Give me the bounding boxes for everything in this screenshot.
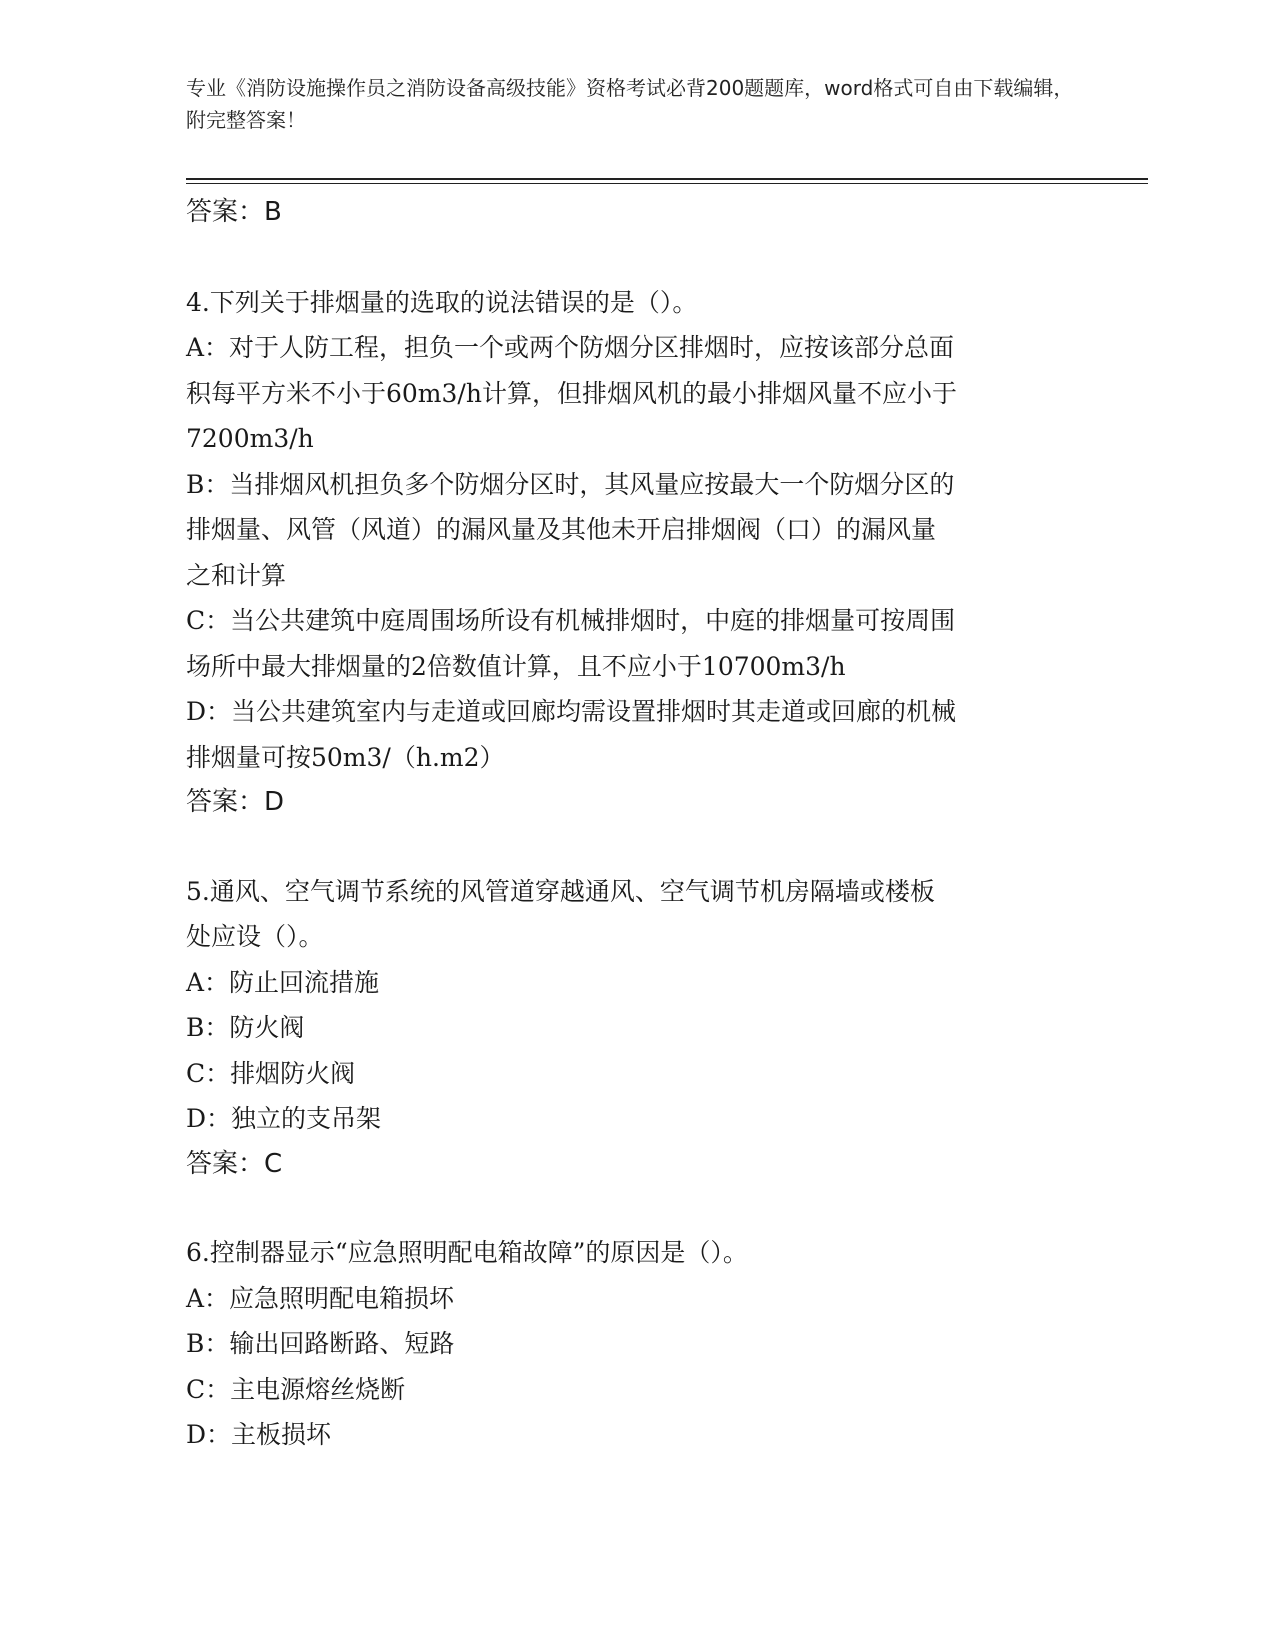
- option-c: C：当公共建筑中庭周围场所设有机械排烟时，中庭的排烟量可按周围: [186, 606, 956, 635]
- header-rule-thin: [186, 183, 1148, 184]
- option-d: D：独立的支吊架: [186, 1104, 382, 1133]
- document-header: 专业《消防设施操作员之消防设备高级技能》资格考试必背200题题库，word格式可自由下载编辑，附完整答案！: [186, 76, 1074, 132]
- option-c: C：排烟防火阀: [186, 1058, 356, 1088]
- previous-answer: 答案：B: [186, 197, 282, 227]
- question-stem: 5.通风、空气调节系统的风管道穿越通风、空气调节机房隔墙或楼板: [186, 876, 935, 906]
- spacer: [186, 1187, 1086, 1230]
- question-stem: 6.控制器显示“应急照明配电箱故障”的原因是（）。: [186, 1238, 748, 1267]
- option-d: D：当公共建筑室内与走道或回廊均需设置排烟时其走道或回廊的机械: [186, 697, 957, 726]
- option-a: A：应急照明配电箱损坏: [186, 1283, 455, 1313]
- question-stem-cont: 处应设（）。: [186, 922, 324, 951]
- answer: 答案：D: [186, 787, 285, 817]
- header-rule-thick: [186, 178, 1148, 180]
- question-block: [186, 1230, 1086, 1458]
- option-a: A：对于人防工程，担负一个或两个防烟分区排烟时，应按该部分总面: [186, 333, 955, 362]
- option-a-cont: 7200m3/h: [186, 424, 314, 453]
- option-c-cont: 场所中最大排烟量的2倍数值计算，且不应小于10700m3/h: [186, 651, 846, 681]
- option-c: C：主电源熔丝烧断: [186, 1374, 406, 1404]
- option-d: D：主板损坏: [186, 1420, 332, 1449]
- spacer: [186, 236, 1086, 280]
- question-block: [186, 869, 1086, 1188]
- answer: 答案：C: [186, 1148, 283, 1179]
- option-b-cont: 排烟量、风管（风道）的漏风量及其他未开启排烟阀（口）的漏风量: [186, 515, 937, 544]
- option-a: A：防止回流措施: [186, 967, 380, 997]
- question-block: [186, 280, 1086, 826]
- document-body: [186, 190, 1086, 1458]
- option-d-cont: 排烟量可按50m3/（h.m2）: [186, 742, 505, 772]
- option-b: B：输出回路断路、短路: [186, 1329, 455, 1358]
- option-b: B：当排烟风机担负多个防烟分区时，其风量应按最大一个防烟分区的: [186, 469, 955, 499]
- option-a-cont: 积每平方米不小于60m3/h计算，但排烟风机的最小排烟风量不应小于: [186, 378, 957, 408]
- option-b: B：防火阀: [186, 1013, 305, 1042]
- question-stem: 4.下列关于排烟量的选取的说法错误的是（）。: [186, 287, 698, 317]
- spacer: [186, 826, 1086, 869]
- option-b-cont: 之和计算: [186, 560, 287, 590]
